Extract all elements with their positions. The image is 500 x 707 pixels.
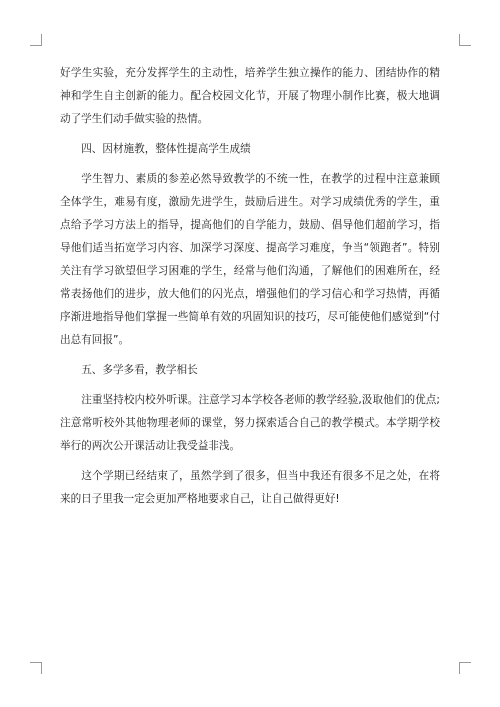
paragraph-lesson-observation: 注重坚持校内校外听课。注意学习本学校各老师的教学经验,汲取他们的优点;注意常听校外其他物理老师的课堂，努力探索适合自己的教学模式。本学期学校举行的两次公开课活动让我受益非浅。 — [60, 394, 440, 452]
paragraph-conclusion: 这个学期已经结束了，虽然学到了很多，但当中我还有很多不足之处，在将来的日子里我一定会更加严格地要求自己，让自己做得更好! — [60, 470, 440, 505]
document-body — [60, 62, 440, 511]
crop-mark-top-left — [30, 34, 42, 46]
crop-mark-bottom-right — [459, 662, 471, 674]
crop-mark-top-right — [459, 34, 471, 46]
paragraph-practice-continued: 好学生实验，充分发挥学生的主动性，培养学生独立操作的能力、团结协作的精神和学生自主创新的能力。配合校园文化节，开展了物理小制作比赛，极大地调动了学生们动手做实验的热情。 — [60, 67, 440, 125]
section-heading-5: 五、多学多看，教学相长 — [81, 364, 198, 376]
crop-mark-bottom-left — [30, 662, 42, 674]
section-heading-4: 四、因材施教，整体性提高学生成绩 — [81, 143, 251, 155]
paragraph-differentiated-teaching: 学生智力、素质的参差必然导致教学的不统一性，在教学的过程中注意兼顾全体学生，难易有度，激励先进学生，鼓励后进生。对学习成绩优秀的学生，重点给予学习方法上的指导，提高他们的自学能力，鼓励、倡导他们超前学习，指导他们适当拓宽学习内容、加深学习深度、提高学习难度，争当“领跑者”。特别关注有学习欲望但学习困难的学生，经常与他们沟通，了解他们的困难所在，经常表扬他们的进步，放大他们的闪光点，增强他们的学习信心和学习热情，再循序渐进地指导他们掌握一些简单有效的巩固知识的技巧，尽可能使他们感觉到“付出总有回报”。 — [60, 173, 440, 346]
